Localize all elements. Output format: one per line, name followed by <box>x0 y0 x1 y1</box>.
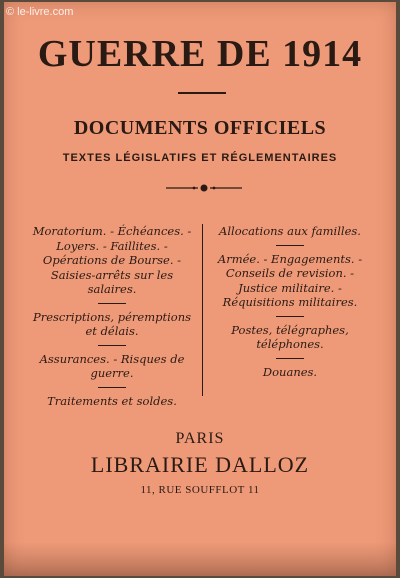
column-divider <box>202 224 203 396</box>
entry-separator <box>98 303 126 304</box>
contents-entry: Postes, télégraphes, téléphones. <box>231 322 349 351</box>
publisher-address: 11, RUE SOUFFLOT 11 <box>140 484 260 496</box>
publisher-name: LIBRAIRIE DALLOZ <box>90 452 310 477</box>
ornament-divider <box>164 180 244 196</box>
contents-entry: Prescriptions, péremptions et délais. <box>32 309 192 338</box>
cover-subtitle: DOCUMENTS OFFICIELS <box>73 117 327 139</box>
entry-separator <box>276 316 304 317</box>
watermark: © le-livre.com <box>6 6 74 18</box>
contents-entry: Assurances. - Risques de guerre. <box>39 351 185 380</box>
worn-edge <box>4 542 396 576</box>
cover-subsubtitle: TEXTES LÉGISLATIFS ET RÉGLEMENTAIRES <box>62 152 338 164</box>
book-cover <box>4 2 396 576</box>
contents-right-column <box>210 224 370 385</box>
contents-entry: Traitements et soldes. <box>47 393 177 408</box>
title-rule <box>178 92 226 94</box>
contents-columns <box>32 224 370 408</box>
contents-left-column <box>32 224 192 414</box>
contents-entry: Allocations aux familles. <box>219 224 361 238</box>
publication-place: PARIS <box>175 430 225 447</box>
entry-separator <box>276 245 304 246</box>
entry-separator <box>98 345 126 346</box>
entry-separator <box>276 358 304 359</box>
contents-entry: Moratorium. - Échéances. - Loyers. - Faillites. - Opérations de Bourse. - Saisies-arrêts sur les salaires. <box>32 224 192 296</box>
contents-entry: Armée. - Engagements. - Conseils de revision. - Justice militaire. - Réquisitions militaires. <box>217 251 363 309</box>
entry-separator <box>98 387 126 388</box>
contents-entry: Douanes. <box>262 364 318 379</box>
cover-title: GUERRE DE 1914 <box>37 33 363 75</box>
